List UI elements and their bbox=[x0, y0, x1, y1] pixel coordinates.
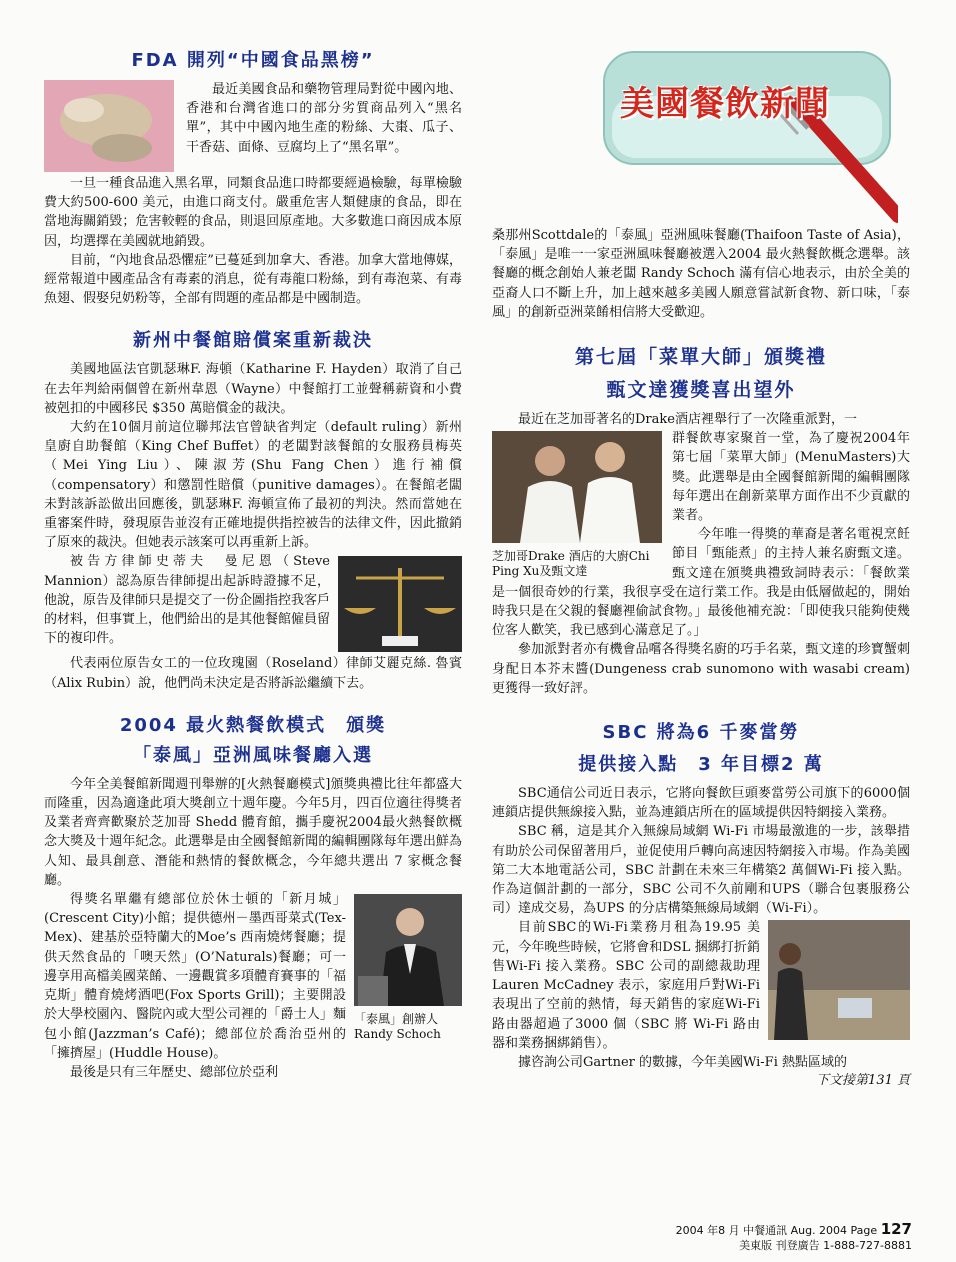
sbc-headline-2: 提供接入點 3 年目標2 萬 bbox=[578, 754, 824, 776]
fda-paragraph-2: 一旦一種食品進入黑名單，同類食品進口時都要經過檢驗，每單檢驗費大約500-600 美元，由進口商支付。嚴重危害人類健康的食品，即在當地海關銷毀；危害較輕的食品，則退回原產地。大多數進口商因成本原因，均選擇在美國就地銷毀。 bbox=[44, 176, 462, 249]
scales-photo bbox=[338, 556, 462, 652]
footer-page-label: Page bbox=[850, 1224, 878, 1237]
randy-caption: 「泰風」創辦人Randy Schoch bbox=[354, 1012, 441, 1042]
fda-paragraph-1: 最近美國食品和藥物管理局對從中國內地、香港和台灣省進口的部分劣質商品列入“黑名單”，其中中國內地生產的粉絲、大棗、瓜子、干香菇、面條、豆腐均上了“黑名單”。 bbox=[186, 82, 462, 155]
nj-paragraph-3: 被告方律師史蒂夫 曼尼恩（Steve Mannion）認為原告律師提出起訴時證據不足，他說，原告及律師只是提交了一份企圖指控我客戶的材料，但事實上，他們給出的是其他餐館僱員留下的複印件。 bbox=[44, 554, 331, 647]
sbc-paragraph-2: SBC 稱，這是其介入無線局域網 Wi-Fi 市場最激進的一步，該舉措有助於公司保留著用戶，並促使用戶轉向高速因特網接入市場。作為美國第二大本地電話公司，SBC 計劃在未來三年構築2 萬個Wi-Fi 接入點。作為這個計劃的一部分，SBC 公司不久前剛和UPS（聯合包裹服務公司）達成交易，為UPS 的分店構築無線局域網（Wi-Fi）。 bbox=[492, 824, 910, 917]
footer-issue: 2004 年8 月 中餐通訊 Aug. 2004 bbox=[675, 1224, 848, 1237]
logo-title: 美國餐飲新聞 bbox=[620, 84, 830, 124]
wifi-photo bbox=[768, 920, 910, 1040]
nj-paragraph-4: 代表兩位原告女工的一位玫瑰園（Roseland）律師艾麗克絲. 魯賓（Alix Rubin）說，他們尚未決定是否將訴訟繼續下去。 bbox=[44, 656, 462, 691]
nj-headline: 新州中餐館賠償案重新裁決 bbox=[133, 330, 373, 352]
sbc-paragraph-3: 目前SBC的Wi-Fi業務月租為19.95 美元，今年晚些時候，它將會和DSL 捆綁打折銷售Wi-Fi 接入業務。SBC 公司的副總裁助理Lauren McCadney 表示，家庭用戶對Wi-Fi 表現出了空前的熱情，每天銷售的家庭Wi-Fi 路由器超過了3000 個（SBC 將 Wi-Fi 路由器和業務捆綁銷售）。 bbox=[492, 920, 760, 1051]
chef-caption: 芝加哥Drake 酒店的大廚Chi Ping Xu及甄文達 bbox=[492, 549, 650, 579]
section-logo bbox=[598, 44, 898, 224]
page-footer bbox=[676, 1222, 912, 1253]
sbc-headline-1: SBC 將為6 千麥當勞 bbox=[602, 722, 800, 744]
footer-ad-line: 美東版 刊登廣告 1-888-727-8881 bbox=[739, 1239, 912, 1252]
fda-paragraph-3: 目前，“內地食品恐懼症”已蔓延到加拿大、香港。加拿大當地傳媒，經常報道中國產品含有毒素的消息，從有毒龍口粉絲，到有毒泡菜、有毒魚翅、假娶兒奶粉等，全部有問題的產品都是中國制造。 bbox=[44, 252, 462, 307]
menu-headline-1: 第七屆「菜單大師」頒獎禮 bbox=[574, 346, 827, 369]
menu-lead: 最近在芝加哥著名的Drake酒店裡舉行了一次隆重派對，一 bbox=[518, 412, 857, 428]
hot-headline-1: 2004 最火熱餐飲模式 頒獎 bbox=[119, 714, 387, 736]
menu-headline-2: 甄文達獲獎喜出望外 bbox=[606, 379, 796, 402]
fork-logo-graphic bbox=[598, 44, 898, 224]
continued-note: 下文接第131 頁 bbox=[816, 1073, 910, 1089]
hot-paragraph-3: 最後是只有三年歷史、總部位於亞利 bbox=[70, 1064, 279, 1080]
sbc-paragraph-4: 據咨詢公司Gartner 的數據，今年美國Wi-Fi 熱點區域的 bbox=[518, 1054, 847, 1070]
nj-paragraph-1: 美國地區法官凱瑟琳F. 海頓（Katharine F. Hayden）取消了自己在去年判給兩個曾在新州韋恩（Wayne）中餐館打工並聲稱薪資和小費被剋扣的中國移民 $350 萬賠償金的裁決。 bbox=[44, 362, 462, 416]
chef-photo bbox=[492, 431, 662, 543]
hot-headline-2: 「泰風」亞洲風味餐廳入選 bbox=[133, 744, 373, 766]
fda-headline: FDA 開列“中國食品黑榜” bbox=[131, 50, 375, 71]
menu-paragraph-3: 參加派對者亦有機會品嚐各得獎名廚的巧手名菜，甄文達的珍寶蟹刺身配日本芥末醬(Dungeness crab sunomono with wasabi cream)更獲得一致好評。 bbox=[492, 642, 910, 696]
nj-paragraph-2: 大約在10個月前這位聯邦法官曾缺省判定（default ruling）新州皇廚自助餐館（King Chef Buffet）的老闆對該餐館的女服務員梅英（Mei Ying Liu）、陳淑芳(Shu Fang Chen）進行補償（compensatory）和懲罰性賠償（punitive damages）。在餐館老闆未對該訴訟做出回應後，凱瑟琳F. 海頓宣佈了最初的判決。然而當她在重審案件時，發現原告並沒有正確地提供指控被告的法律文件，因此撤銷了原來的裁決。但她表示該案可以再重新上訴。 bbox=[44, 420, 462, 551]
randy-photo bbox=[354, 894, 462, 1006]
food-photo bbox=[44, 80, 174, 172]
left-column bbox=[44, 46, 462, 1082]
right-column bbox=[492, 226, 910, 1090]
menu-paragraph-1: 群餐飲專家聚首一堂，為了慶祝2004年第七屆「菜單大師」(MenuMasters)大獎。此選舉是由全國餐館新聞的編輯團隊每年選出在創新菜單方面作出不少貢獻的業者。 bbox=[672, 431, 910, 524]
hot-paragraph-2: 得獎名單繼有總部位於休士頓的「新月城」(Crescent City)小館；提供德州－墨西哥菜式(Tex-Mex)、建基於亞特蘭大的Moe’s 西南燒烤餐廳；提供天然食品的「噢天然」(O’Naturals)餐廳；可一邊享用高檔美國菜餚、一邊觀賞多項體育賽事的「福克斯」體育燒烤酒吧(Fox Sports Grill)；主要開設於大學校園內、醫院內或大型公司裡的「爵士人」麵包小館(Jazzman’s Café)；總部位於喬治亞州的「擁擠屋」(Huddle House)。 bbox=[44, 892, 346, 1061]
randy-photo-block bbox=[354, 894, 462, 1042]
hot-paragraph-4: 桑那州Scottdale的「泰風」亞洲風味餐廳(Thaifoon Taste of Asia)，「泰風」是唯一一家亞洲風味餐廳被選入2004 最火熱餐飲概念選舉。該餐廳的概念創始人兼老闆 Randy Schoch 滿有信心地表示，由於全美的亞裔人口不斷上升，加上越來越多美國人願意嘗試新食物、新口味，「泰風」的創新亞洲菜餚相信將大受歡迎。 bbox=[492, 228, 910, 320]
menu-paragraph-2: 今年唯一得獎的華裔是著名電視烹飪節目「甄能煮」的主持人兼名廚甄文達。甄文達在頒獎典禮致詞時表示：「餐飲業是一個很奇妙的行業，我很享受在這行業工作。我是由低層做起的，開始時我只是在父親的餐廳裡偷試食物。」最後他補充說：「即使我只能夠使幾位客人歡笑，我已感到心滿意足了。」 bbox=[492, 527, 910, 639]
chef-photo-block bbox=[492, 431, 662, 579]
hot-paragraph-1: 今年全美餐館新聞週刊舉辦的[火熱餐廳模式]頒獎典禮比往年都盛大而隆重，因為適逢此項大獎創立十週年慶。今年5月，四百位適往得獎者及業者齊齊歡聚於芝加哥 Shedd 體育館，攜手慶祝2004最火熱餐飲概念大獎及十週年紀念。此選舉是由全國餐館新聞的編輯團隊每年選出鮮為人知、最具創意、潛能和熱情的餐飲概念，今年總共選出 7 家概念餐廳。 bbox=[44, 776, 462, 888]
sbc-paragraph-1: SBC通信公司近日表示，它將向餐飲巨頭麥當勞公司旗下的6000個連鎖店提供無線接入點，並為連鎖店所在的區域提供因特網接入業務。 bbox=[492, 786, 910, 821]
footer-page-number: 127 bbox=[880, 1220, 912, 1238]
